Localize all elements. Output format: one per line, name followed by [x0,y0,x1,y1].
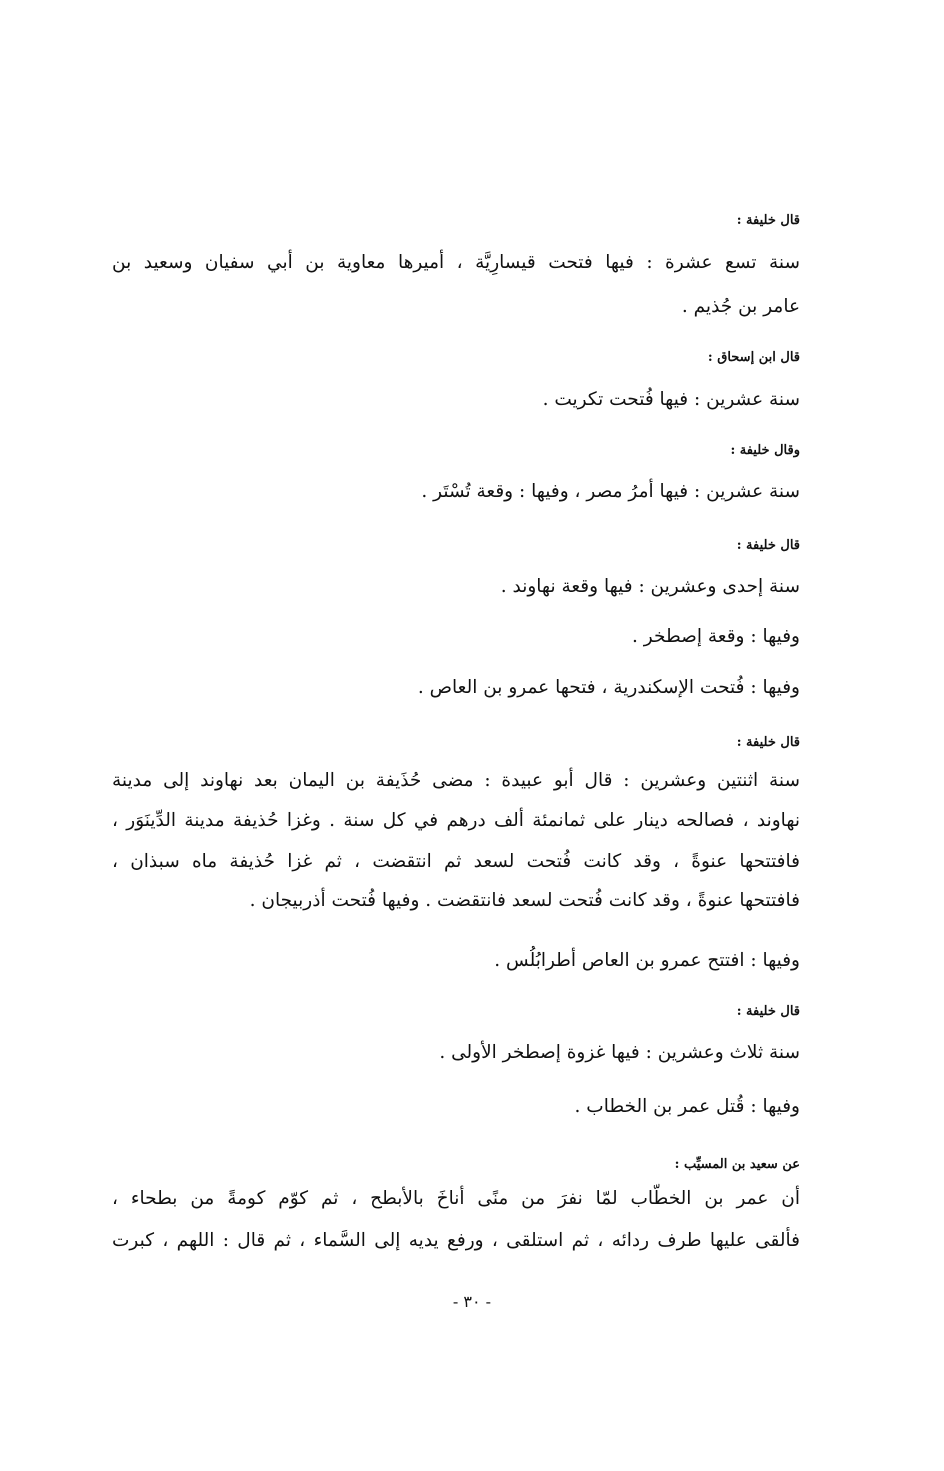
text-line: سنة ثلاث وعشرين : فيها غزوة إصطخر الأولى . [439,1042,800,1063]
text-line: سنة تسع عشرة : فيها فتحت قيسارِيَّة ، أميرها معاوية بن أبي سفيان وسعيد بن [112,252,800,273]
text-line: أن عمر بن الخطّاب لمّا نفرَ من منًى أناخَ بالأبطح ، ثم كوّم كومةً من بطحاء ، [112,1188,800,1209]
text-line: سنة عشرين : فيها فُتحت تكريت . [542,389,800,410]
text-line: سنة عشرين : فيها أمرُ مصر ، وفيها : وقعة تُسْتَر . [421,481,800,502]
text-line: سنة اثنتين وعشرين : قال أبو عبيدة : مضى حُذَيفة بن اليمان بعد نهاوند إلى مدينة [112,770,800,791]
text-line: فافتتحها عنوةً ، وقد كانت فُتحت لسعد فانتقضت . وفيها فُتحت أذربيجان . [249,890,800,911]
section-heading: قال خليفة : [736,735,800,750]
text-line: نهاوند ، فصالحه دينار على ثمانمئة ألف درهم في كل سنة . وغزا حُذيفة مدينة الدِّينَوَر ، [112,810,800,831]
text-line: سنة إحدى وعشرين : فيها وقعة نهاوند . [500,576,800,597]
section-heading: قال ابن إسحاق : [707,350,800,365]
section-heading: قال خليفة : [736,1004,800,1019]
text-line: وفيها : وقعة إصطخر . [632,626,800,647]
section-heading: قال خليفة : [736,213,800,228]
text-line: فافتتحها عنوةً ، وقد كانت فُتحت لسعد ثم انتقضت ، ثم غزا حُذيفة ماه سبذان ، [112,851,800,872]
section-heading: وقال خليفة : [730,443,800,458]
text-line: وفيها : قُتل عمر بن الخطاب . [574,1096,800,1117]
section-heading: عن سعيد بن المسيِّب : [674,1157,800,1172]
text-line: وفيها : فُتحت الإسكندرية ، فتحها عمرو بن العاص . [417,677,800,698]
text-line: عامر بن جُذيم . [681,296,800,317]
page-number: - ٣٠ - [452,1292,492,1311]
section-heading: قال خليفة : [736,538,800,553]
text-line: فألقى عليها طرف ردائه ، ثم استلقى ، ورفع يديه إلى السَّماء ، ثم قال : اللهم ، كبرت [112,1230,800,1251]
text-line: وفيها : افتتح عمرو بن العاص أطرابُلُس . [494,950,800,971]
